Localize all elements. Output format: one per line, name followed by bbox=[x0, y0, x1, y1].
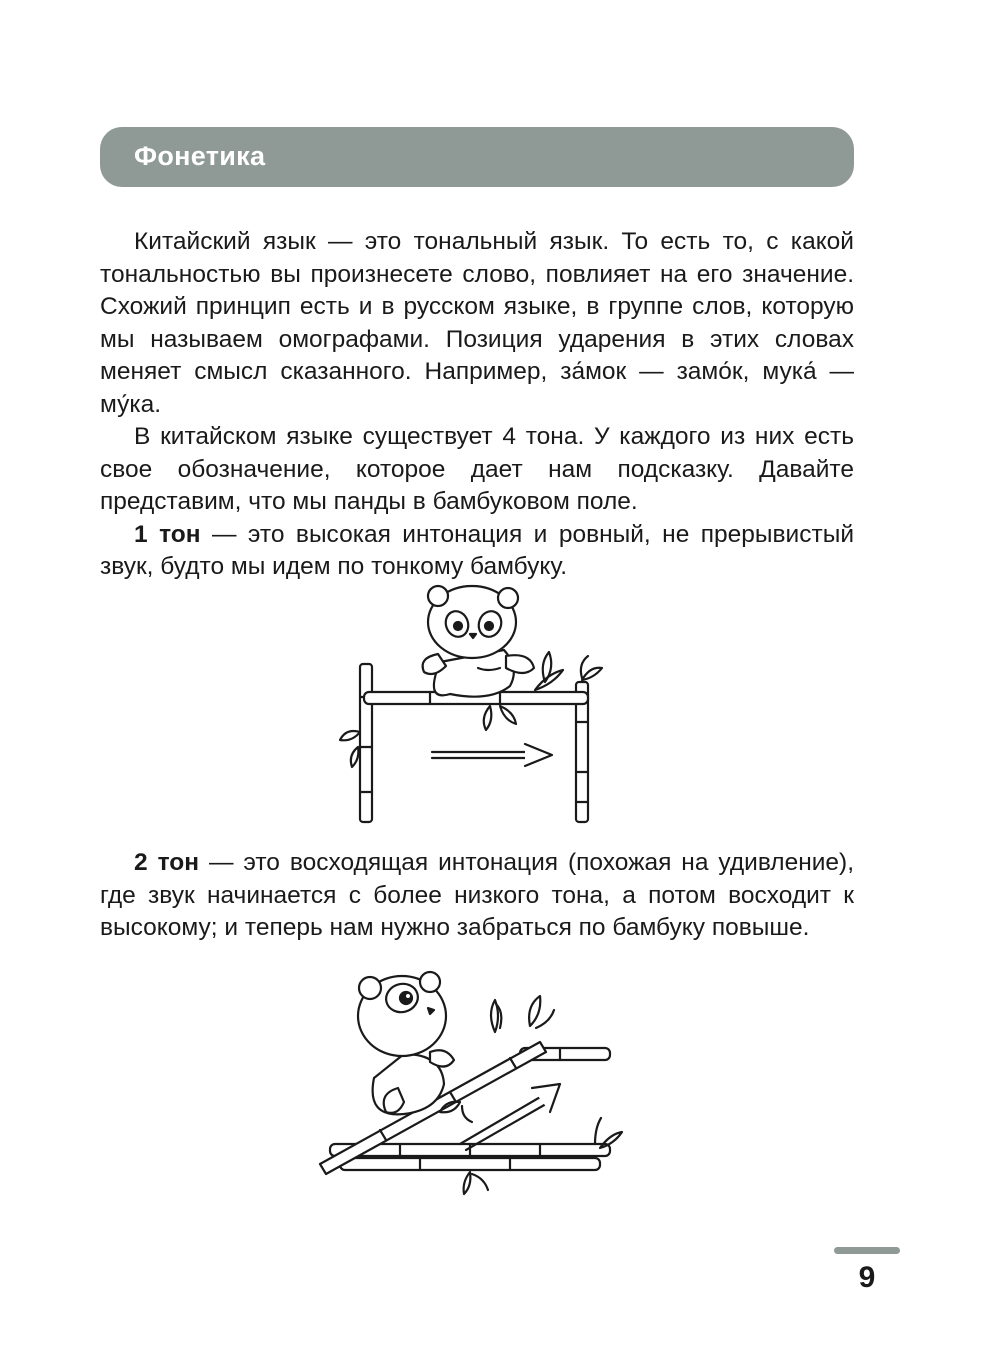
tone-2-label: 2 тон bbox=[134, 849, 200, 876]
panda-horizontal-bamboo-illustration bbox=[320, 582, 610, 824]
body-text-bottom bbox=[100, 847, 854, 945]
tone-1-label: 1 тон bbox=[134, 520, 201, 548]
paragraph-tone-2 bbox=[100, 847, 854, 945]
panda-climbing-bamboo-illustration bbox=[310, 968, 640, 1216]
tone-2-text: — это восходящая интонация (похожая на удивление), где звук начинается с более низкого тона, а потом восходит к высокому; и теперь нам нужно забраться по бамбуку повыше. bbox=[100, 849, 854, 941]
tone-1-text: — это высокая интонация и ровный, не прерывистый звук, будто мы идем по тонкому бамбуку. bbox=[100, 520, 855, 580]
section-header bbox=[100, 127, 854, 187]
section-title: Фонетика bbox=[134, 141, 266, 171]
paragraph-tone-1 bbox=[100, 519, 854, 584]
paragraph-four-tones: В китайском языке существует 4 тона. У каждого из них есть свое обозначение, которое дает нам подсказку. Давайте представим, что мы панды в бамбуковом поле. bbox=[100, 423, 854, 515]
page-number-bar bbox=[834, 1247, 900, 1254]
body-text-top bbox=[100, 226, 854, 584]
paragraph-intro: Китайский язык — это тональный язык. То есть то, с какой тональностью вы произнесете слово, повлияет на его значение. Схожий принцип есть и в русском языке, в группе слов, которую мы называем омографами. Позиция ударения в этих словах меняет смысл сказанного. Например, за́мок — замо́к, мука́ — му́ка. bbox=[100, 228, 854, 418]
page-number: 9 bbox=[858, 1261, 876, 1294]
